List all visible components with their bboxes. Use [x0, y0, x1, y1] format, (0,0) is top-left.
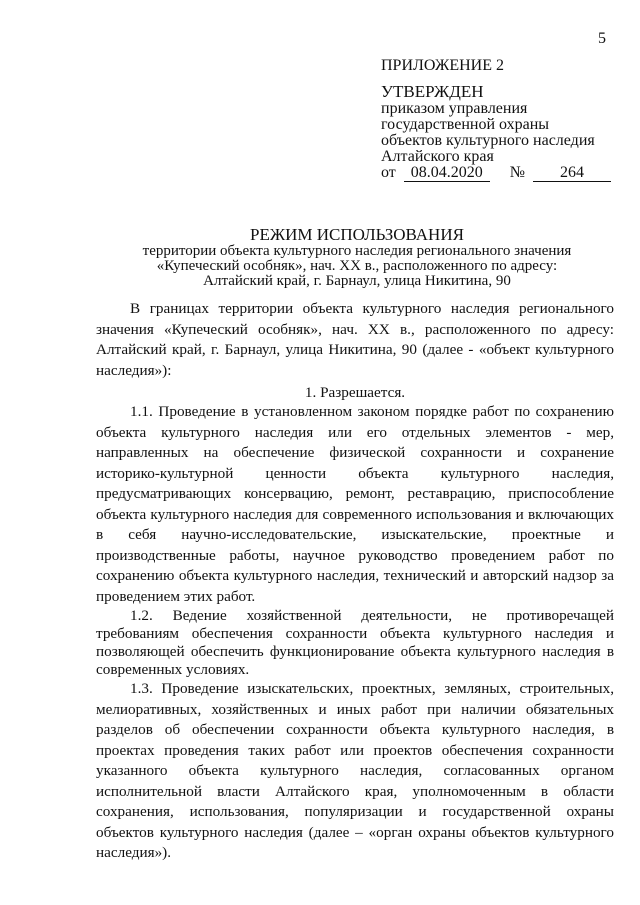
point-1-1: 1.1. Проведение в установленном законом порядке работ по сохранению объекта культурного наследия или его отдельных элементов - мер, направленных на обеспечение физической сохранности и сохранение историко-культурной ценности объекта культурного наследия, предусматривающих консервацию, ремонт, реставрацию, приспособление объекта культурного наследия для современного использования и включающих в себя научно-исследовательские, изыскательские, проектные и производственные работы, научное руководство проведением работ по сохранению объекта культурного наследия, технический и авторский надзор за проведением этих работ.: [96, 403, 614, 605]
subtitle-line: территории объекта культурного наследия регионального значения: [142, 243, 572, 259]
appendix-label: ПРИЛОЖЕНИЕ 2: [381, 57, 505, 74]
order-date: 08.04.2020: [404, 165, 490, 182]
point-1-2: 1.2. Ведение хозяйственной деятельности, не противоречащей требованиям обеспечения сохранности объекта культурного наследия и позволяющей обеспечить функционирование объекта культурного наследия в современных условиях.: [96, 607, 614, 678]
from-label: от: [381, 164, 396, 181]
approved-label: УТВЕРЖДЕН: [381, 82, 484, 101]
number-sign: №: [509, 164, 526, 181]
approval-line: государственной охраны: [381, 116, 550, 133]
approval-line: приказом управления: [381, 100, 528, 117]
approval-block: [381, 58, 621, 182]
order-date-number: [381, 165, 621, 182]
section-1-points: [96, 402, 614, 864]
point-1-3: 1.3. Проведение изыскательских, проектных, земляных, строительных, мелиоративных, хозяйственных и иных работ при наличии обязательных разделов об обеспечении сохранности объекта культурного наследия, в проектах проведения таких работ или проектов обеспечения сохранности указанного объекта культурного наследия, согласованных органом исполнительной власти Алтайского края, уполномоченным в области сохранения, использования, популяризации и государственной охраны объектов культурного наследия (далее – «орган охраны объектов культурного наследия»).: [96, 680, 614, 861]
subtitle-line: Алтайский край, г. Барнаул, улица Никитина, 90: [203, 273, 511, 289]
document-heading: [96, 226, 618, 289]
order-number: 264: [533, 165, 611, 182]
intro-paragraph: В границах территории объекта культурного наследия регионального значения «Купеческий особняк», нач. XX в., расположенного по адресу: Алтайский край, г. Барнаул, улица Никитина, 90 (далее - «объект культурного наследия»):: [96, 300, 614, 379]
approval-line: объектов культурного наследия: [381, 132, 595, 149]
section-1-title: 1. Разрешается.: [304, 384, 406, 401]
subtitle-line: «Купеческий особняк», нач. XX в., расположенного по адресу:: [156, 258, 558, 274]
page-number: 5: [598, 30, 606, 47]
approval-line: Алтайского края: [381, 148, 494, 165]
document-title: РЕЖИМ ИСПОЛЬЗОВАНИЯ: [250, 225, 464, 244]
